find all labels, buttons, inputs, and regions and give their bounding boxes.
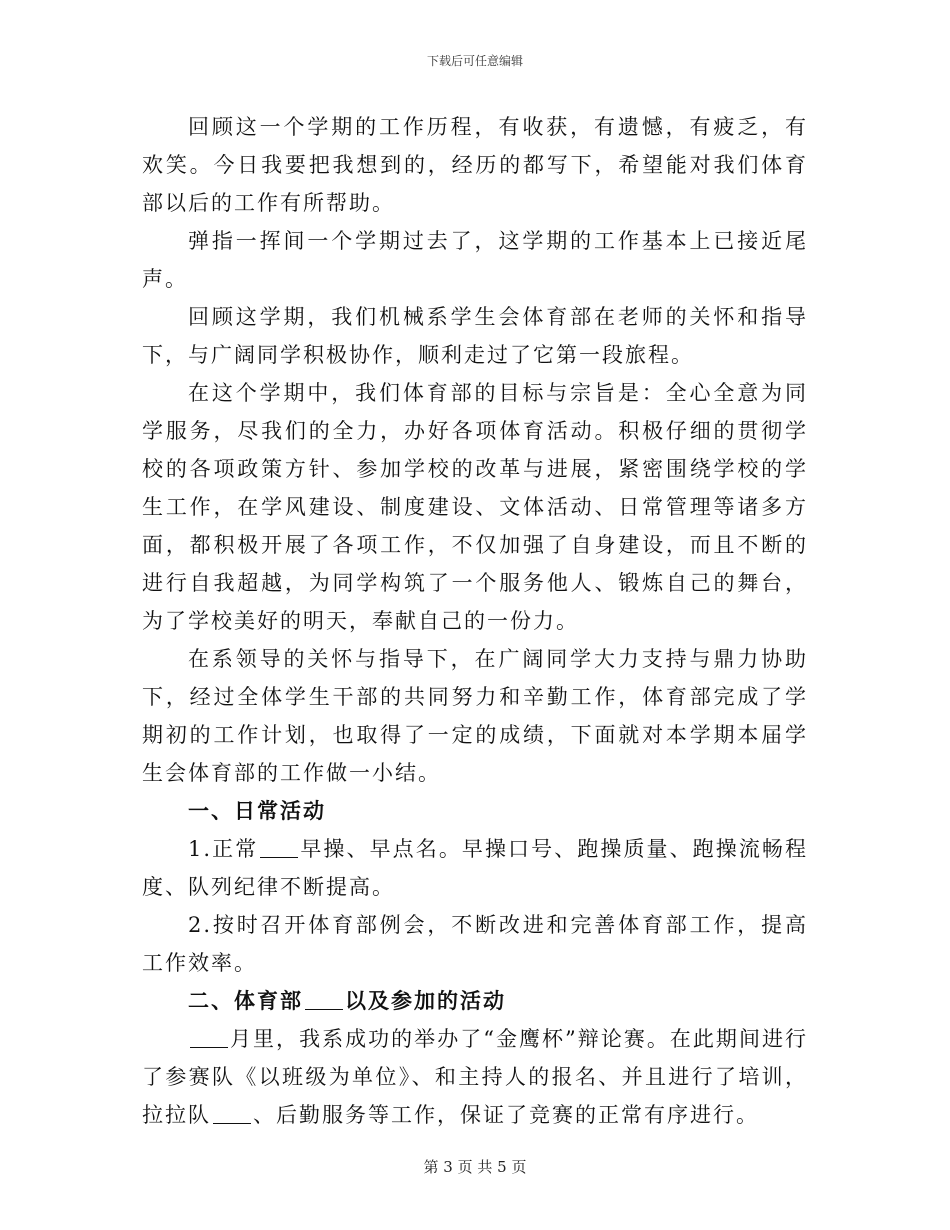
paragraph: 在系领导的关怀与指导下，在广阔同学大力支持与鼎力协助下，经过全体学生干部的共同努力和辛勤工作，体育部完成了学期初的工作计划，也取得了一定的成绩，下面就对本学期本届学生会体育部的工作做一小结。 (142, 647, 808, 785)
section-heading: 一、日常活动 (188, 799, 326, 823)
paragraph: 回顾这学期，我们机械系学生会体育部在老师的关怀和指导下，与广阔同学积极协作，顺利走过了它第一段旅程。 (142, 305, 808, 367)
section-heading-text: 以及参加的活动 (345, 989, 506, 1013)
blank-underline (213, 1105, 251, 1124)
paragraph: 在这个学期中，我们体育部的目标与宗旨是：全心全意为同学服务，尽我们的全力，办好各项体育活动。积极仔细的贯彻学校的各项政策方针、参加学校的改革与进展，紧密围绕学校的学生工作，在学风建设、制度建设、文体活动、日常管理等诸多方面，都积极开展了各项工作，不仅加强了自身建设，而且不断的进行自我超越，为同学构筑了一个服务他人、锻炼自己的舞台，为了学校美好的明天，奉献自己的一份力。 (142, 381, 808, 633)
section-heading (142, 982, 808, 1020)
document-body (142, 108, 808, 1134)
paragraph-text: 月里，我系成功的举办了“金鹰杯”辩论赛。在此期间进行了参赛队《以班级为单位》、和主持人的报名、并且进行了培训，拉拉队 (142, 1027, 808, 1127)
paragraph (142, 1020, 808, 1134)
paragraph-text: 、后勤服务等工作，保证了竞赛的正常有序进行。 (253, 1103, 759, 1127)
list-item-label: 1.正常 (188, 837, 259, 861)
list-item-text: 早操、早点名。早操口号、跑操质量、跑操流畅程度、队列纪律不断提高。 (142, 837, 808, 899)
blank-underline (305, 991, 343, 1010)
page-footer: 第 3 页 共 5 页 (423, 1158, 527, 1176)
blank-underline (260, 839, 298, 858)
blank-underline (190, 1029, 228, 1048)
section-heading-text: 二、体育部 (188, 989, 303, 1013)
paragraph: 回顾这一个学期的工作历程，有收获，有遗憾，有疲乏，有欢笑。今日我要把我想到的，经历的都写下，希望能对我们体育部以后的工作有所帮助。 (142, 115, 808, 215)
list-item (142, 830, 808, 906)
page-header: 下载后可任意编辑 (426, 54, 523, 68)
paragraph: 弹指一挥间一个学期过去了，这学期的工作基本上已接近尾声。 (142, 229, 808, 291)
list-item: 2.按时召开体育部例会，不断改进和完善体育部工作，提高工作效率。 (142, 913, 808, 975)
